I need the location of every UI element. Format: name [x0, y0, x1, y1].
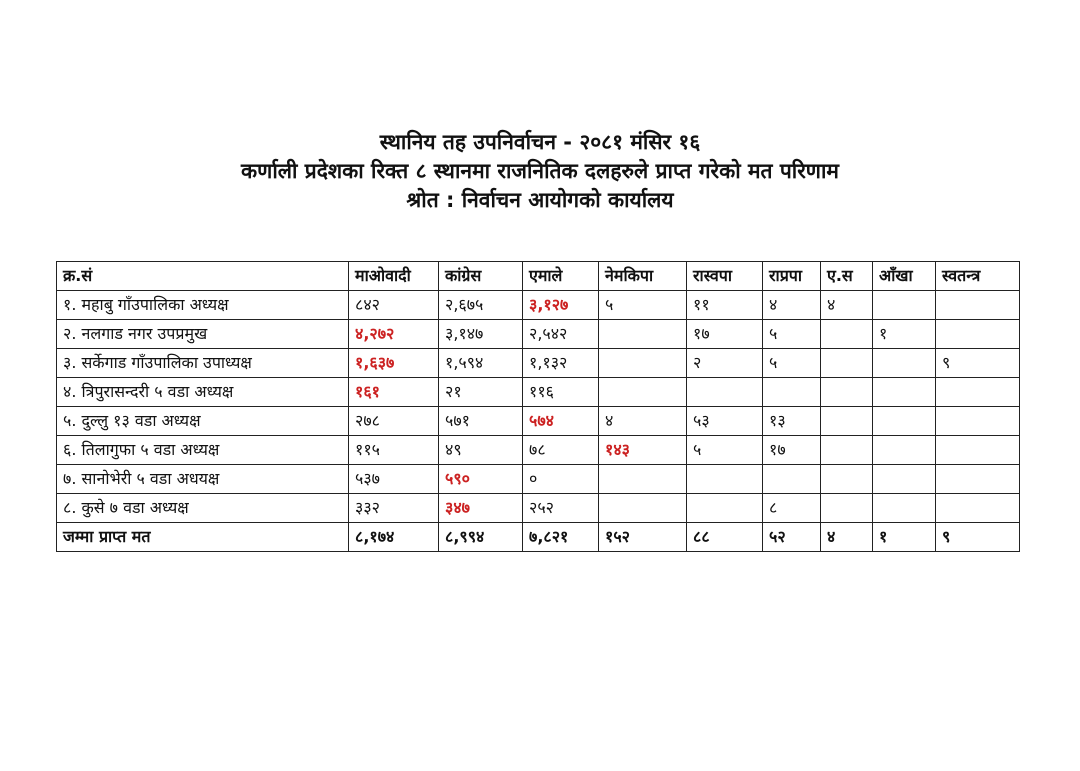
vote-cell: १३	[763, 407, 821, 436]
vote-cell	[763, 465, 821, 494]
total-cell: ८,१७४	[349, 523, 439, 552]
place-cell: ३. सर्केगाड गाँउपालिका उपाध्यक्ष	[57, 349, 349, 378]
vote-cell	[821, 378, 873, 407]
vote-cell: ४,२७२	[349, 320, 439, 349]
total-label: जम्मा प्राप्त मत	[57, 523, 349, 552]
total-row	[57, 523, 1020, 552]
vote-cell	[873, 378, 936, 407]
vote-cell: ४	[821, 291, 873, 320]
table-row	[57, 494, 1020, 523]
column-header: कांग्रेस	[439, 262, 523, 291]
vote-cell	[936, 407, 1020, 436]
table-row	[57, 349, 1020, 378]
place-cell: १. महाबु गाँउपालिका अध्यक्ष	[57, 291, 349, 320]
column-header: ए.स	[821, 262, 873, 291]
vote-cell: ५	[763, 320, 821, 349]
vote-cell: १७	[687, 320, 763, 349]
vote-cell: २,५४२	[523, 320, 599, 349]
vote-cell	[687, 378, 763, 407]
vote-cell	[687, 465, 763, 494]
vote-cell: ४	[763, 291, 821, 320]
column-header: राप्रपा	[763, 262, 821, 291]
place-cell: ४. त्रिपुरासन्दरी ५ वडा अध्यक्ष	[57, 378, 349, 407]
vote-cell: ३,१४७	[439, 320, 523, 349]
column-header: नेमकिपा	[599, 262, 687, 291]
vote-cell: ४९	[439, 436, 523, 465]
vote-cell: १,१३२	[523, 349, 599, 378]
vote-cell	[936, 465, 1020, 494]
vote-cell: १	[873, 320, 936, 349]
vote-cell	[873, 349, 936, 378]
vote-cell: ५	[687, 436, 763, 465]
vote-cell: ११	[687, 291, 763, 320]
vote-cell	[821, 349, 873, 378]
vote-cell	[599, 349, 687, 378]
vote-cell: १,५९४	[439, 349, 523, 378]
table-row	[57, 407, 1020, 436]
total-cell: ९	[936, 523, 1020, 552]
total-cell: १	[873, 523, 936, 552]
vote-cell	[936, 378, 1020, 407]
vote-cell: ३३२	[349, 494, 439, 523]
column-header: रास्वपा	[687, 262, 763, 291]
vote-cell	[873, 494, 936, 523]
vote-cell	[821, 320, 873, 349]
table-row	[57, 320, 1020, 349]
total-cell: ८८	[687, 523, 763, 552]
vote-cell	[936, 291, 1020, 320]
place-cell: ७. सानोभेरी ५ वडा अधयक्ष	[57, 465, 349, 494]
column-header: माओवादी	[349, 262, 439, 291]
vote-cell	[873, 465, 936, 494]
total-cell: १५२	[599, 523, 687, 552]
vote-cell	[763, 378, 821, 407]
vote-cell: ५	[763, 349, 821, 378]
vote-cell: ४	[599, 407, 687, 436]
vote-cell: २७८	[349, 407, 439, 436]
vote-cell	[873, 407, 936, 436]
vote-cell	[873, 436, 936, 465]
place-cell: ५. दुल्लु १३ वडा अध्यक्ष	[57, 407, 349, 436]
vote-cell: २,६७५	[439, 291, 523, 320]
vote-cell	[821, 436, 873, 465]
vote-cell: ३४७	[439, 494, 523, 523]
total-cell: ७,८२१	[523, 523, 599, 552]
vote-cell: ८	[763, 494, 821, 523]
column-header: क्र.सं	[57, 262, 349, 291]
vote-cell: ९	[936, 349, 1020, 378]
vote-cell	[599, 320, 687, 349]
vote-cell: ५७१	[439, 407, 523, 436]
vote-cell: १,६३७	[349, 349, 439, 378]
vote-cell: २	[687, 349, 763, 378]
vote-cell	[687, 494, 763, 523]
vote-cell: ०	[523, 465, 599, 494]
column-header: स्वतन्त्र	[936, 262, 1020, 291]
total-cell: ४	[821, 523, 873, 552]
report-title: स्थानिय तह उपनिर्वाचन - २०८१ मंसिर १६	[379, 130, 701, 154]
vote-cell	[821, 494, 873, 523]
vote-cell	[821, 407, 873, 436]
report-subtitle: कर्णाली प्रदेशका रिक्त ८ स्थानमा राजनितिक दलहरुले प्राप्त गरेको मत परिणाम	[241, 159, 839, 183]
vote-cell: १४३	[599, 436, 687, 465]
place-cell: २. नलगाड नगर उपप्रमुख	[57, 320, 349, 349]
vote-cell	[936, 494, 1020, 523]
total-cell: ५२	[763, 523, 821, 552]
vote-cell: १७	[763, 436, 821, 465]
table-row	[57, 465, 1020, 494]
vote-cell	[599, 465, 687, 494]
table-body	[57, 291, 1020, 552]
total-cell: ८,९९४	[439, 523, 523, 552]
place-cell: ८. कुसे ७ वडा अध्यक्ष	[57, 494, 349, 523]
vote-cell: ५३	[687, 407, 763, 436]
vote-cell	[936, 436, 1020, 465]
vote-cell: ५९०	[439, 465, 523, 494]
table-row	[57, 291, 1020, 320]
column-header: एमाले	[523, 262, 599, 291]
column-header: आँखा	[873, 262, 936, 291]
vote-cell	[936, 320, 1020, 349]
report-source: श्रोत : निर्वाचन आयोगको कार्यालय	[406, 188, 674, 212]
vote-cell	[821, 465, 873, 494]
vote-cell: २५२	[523, 494, 599, 523]
vote-cell: ५	[599, 291, 687, 320]
report-title-block	[0, 128, 1080, 215]
table-row	[57, 378, 1020, 407]
vote-cell: ७८	[523, 436, 599, 465]
vote-cell: ११५	[349, 436, 439, 465]
vote-cell: ३,१२७	[523, 291, 599, 320]
vote-cell: ११६	[523, 378, 599, 407]
vote-cell: ५३७	[349, 465, 439, 494]
vote-cell: ८४२	[349, 291, 439, 320]
header-row	[57, 262, 1020, 291]
vote-cell: ५७४	[523, 407, 599, 436]
results-table	[56, 261, 1020, 552]
table-row	[57, 436, 1020, 465]
vote-cell	[873, 291, 936, 320]
place-cell: ६. तिलागुफा ५ वडा अध्यक्ष	[57, 436, 349, 465]
vote-cell: २१	[439, 378, 523, 407]
vote-cell: १६१	[349, 378, 439, 407]
vote-cell	[599, 378, 687, 407]
vote-cell	[599, 494, 687, 523]
